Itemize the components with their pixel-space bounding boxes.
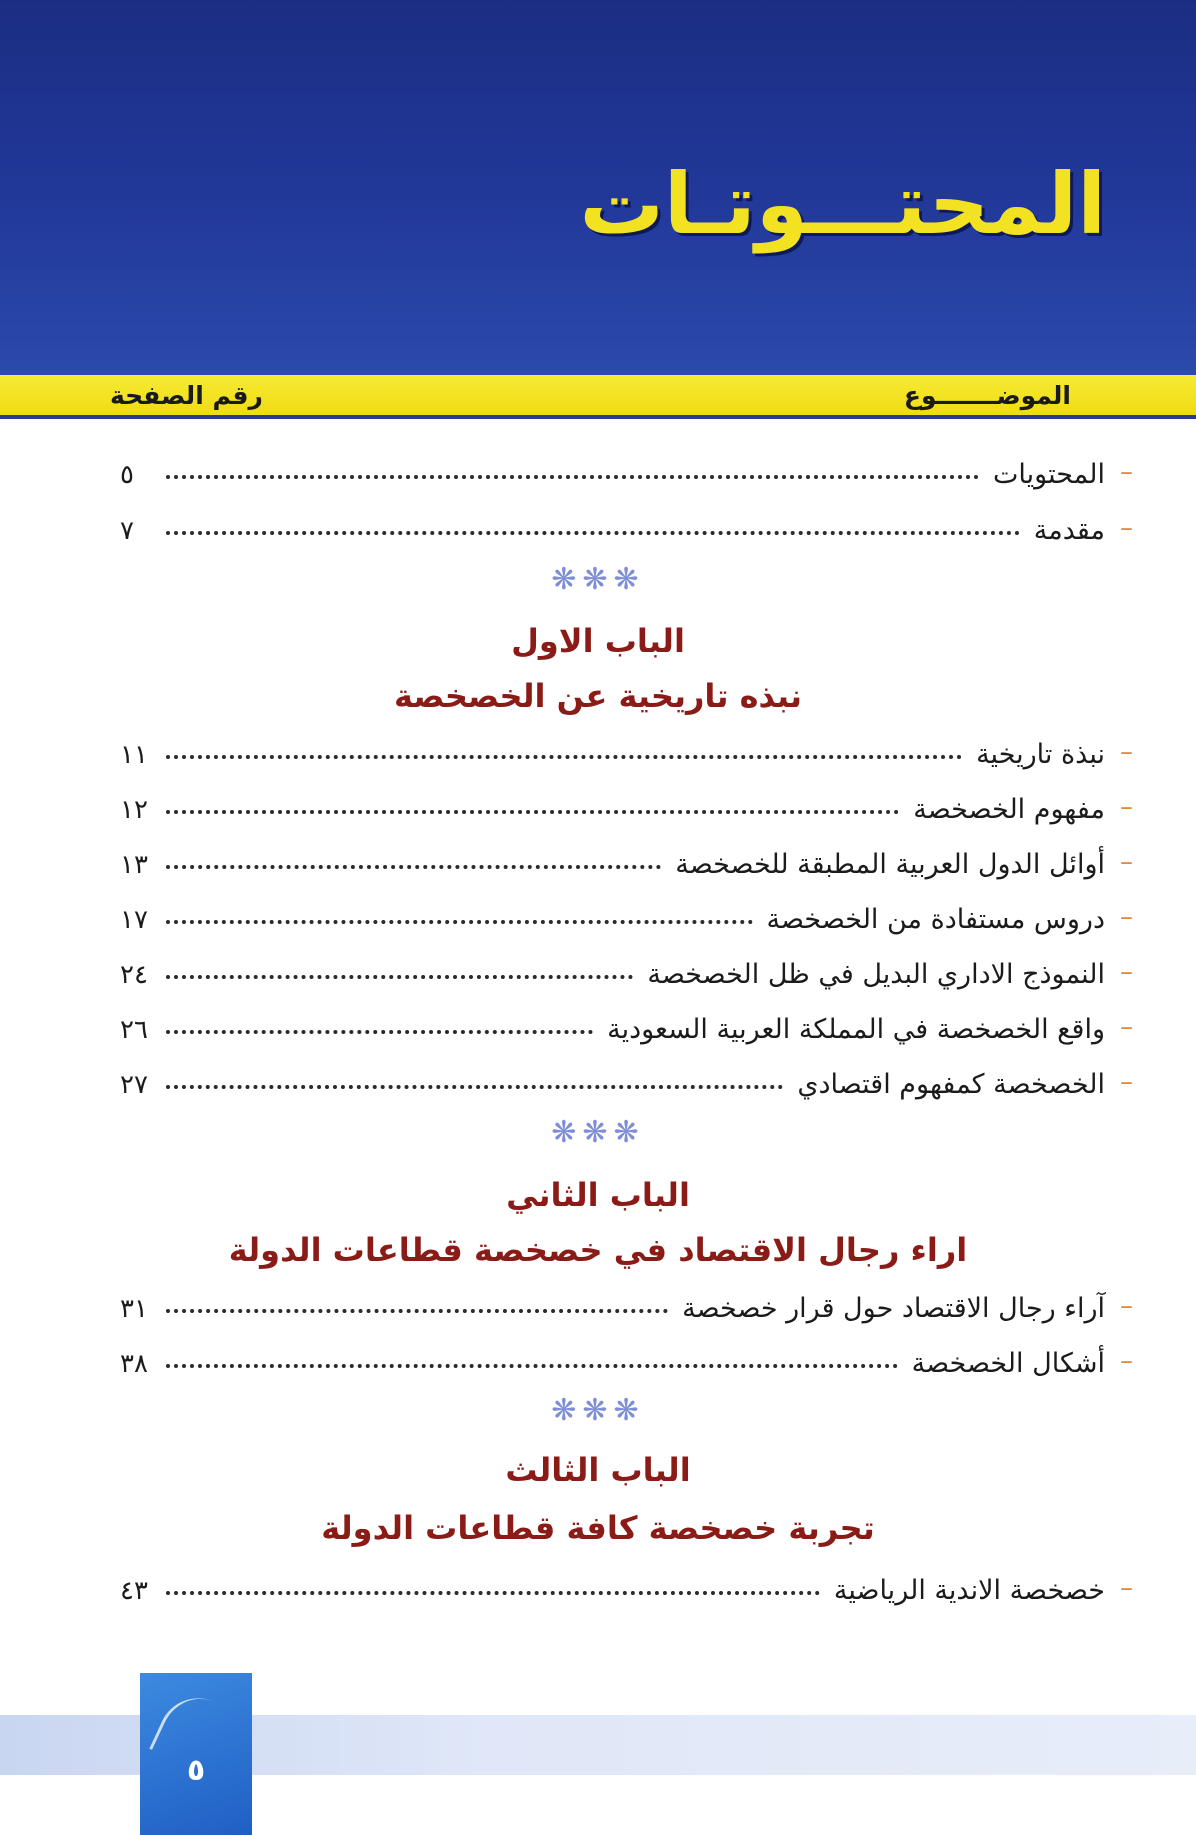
bullet-dash-icon: – bbox=[1120, 513, 1133, 543]
toc-entry[interactable] bbox=[120, 513, 1133, 553]
column-topic-label: الموضـــــــوع bbox=[903, 381, 1071, 410]
toc-entry[interactable] bbox=[120, 1346, 1133, 1386]
part-subtitle: اراء رجال الاقتصاد في خصخصة قطاعات الدولة bbox=[228, 1231, 968, 1269]
separator-stars-icon: ❋❋❋ bbox=[551, 1393, 645, 1428]
toc-entry[interactable] bbox=[120, 457, 1133, 497]
toc-entry-page: ٤٣ bbox=[120, 1576, 148, 1606]
toc-entry-page: ١٧ bbox=[120, 905, 148, 935]
toc-entry[interactable] bbox=[120, 1067, 1133, 1107]
toc-entry-label: مفهوم الخصخصة bbox=[913, 794, 1105, 825]
toc-entry-page: ٢٤ bbox=[120, 960, 148, 990]
toc-entry-label: نبذة تاريخية bbox=[976, 739, 1105, 770]
bullet-dash-icon: – bbox=[1120, 1012, 1133, 1042]
leader-dots bbox=[166, 953, 633, 979]
page-number: ٥ bbox=[186, 1753, 206, 1788]
toc-entry[interactable] bbox=[120, 1291, 1133, 1331]
toc-entry-page: ٧ bbox=[120, 516, 134, 546]
leader-dots bbox=[166, 843, 661, 869]
toc-entry[interactable] bbox=[120, 957, 1133, 997]
toc-entry-page: ٢٦ bbox=[120, 1015, 148, 1045]
toc-entry-page: ٢٧ bbox=[120, 1070, 148, 1100]
toc-entry-label: آراء رجال الاقتصاد حول قرار خصخصة bbox=[682, 1293, 1105, 1324]
bullet-dash-icon: – bbox=[1120, 1573, 1133, 1603]
toc-entry[interactable] bbox=[120, 902, 1133, 942]
toc-entry[interactable] bbox=[120, 1012, 1133, 1052]
separator-stars-icon: ❋❋❋ bbox=[551, 562, 645, 597]
header-banner bbox=[0, 0, 1196, 375]
leader-dots bbox=[166, 1063, 783, 1089]
leader-dots bbox=[166, 1569, 820, 1595]
page-number-box bbox=[140, 1673, 252, 1835]
leader-dots bbox=[166, 1342, 898, 1368]
toc-entry[interactable] bbox=[120, 1573, 1133, 1613]
toc-entry[interactable] bbox=[120, 737, 1133, 777]
bullet-dash-icon: – bbox=[1120, 1346, 1133, 1376]
bullet-dash-icon: – bbox=[1120, 957, 1133, 987]
bullet-dash-icon: – bbox=[1120, 457, 1133, 487]
toc-entry-label: الخصخصة كمفهوم اقتصادي bbox=[797, 1069, 1105, 1100]
leader-dots bbox=[166, 453, 979, 479]
leader-dots bbox=[166, 1008, 593, 1034]
separator-stars-icon: ❋❋❋ bbox=[551, 1115, 645, 1150]
page-title: المحتـــوتـات bbox=[579, 155, 1106, 253]
toc-entry[interactable] bbox=[120, 792, 1133, 832]
toc-entry-page: ٣١ bbox=[120, 1294, 148, 1324]
toc-entry-page: ٣٨ bbox=[120, 1349, 148, 1379]
bullet-dash-icon: – bbox=[1120, 847, 1133, 877]
toc-entry-label: دروس مستفادة من الخصخصة bbox=[766, 904, 1105, 935]
leader-dots bbox=[166, 1287, 668, 1313]
toc-entry-label: خصخصة الاندية الرياضية bbox=[833, 1575, 1105, 1606]
bullet-dash-icon: – bbox=[1120, 792, 1133, 822]
column-page-label: رقم الصفحة bbox=[110, 381, 263, 410]
toc-entry-label: النموذج الاداري البديل في ظل الخصخصة bbox=[647, 959, 1105, 990]
toc-entry-page: ٥ bbox=[120, 460, 134, 490]
bullet-dash-icon: – bbox=[1120, 1067, 1133, 1097]
part-title: الباب الثاني bbox=[506, 1176, 690, 1214]
leader-dots bbox=[166, 509, 1020, 535]
part-title: الباب الثالث bbox=[505, 1451, 691, 1489]
leader-dots bbox=[166, 788, 899, 814]
part-subtitle: نبذه تاريخية عن الخصخصة bbox=[393, 677, 803, 715]
part-subtitle: تجربة خصخصة كافة قطاعات الدولة bbox=[321, 1509, 875, 1547]
toc-entry-page: ١٣ bbox=[120, 850, 148, 880]
toc-entry-label: أشكال الخصخصة bbox=[911, 1348, 1105, 1379]
bullet-dash-icon: – bbox=[1120, 737, 1133, 767]
toc-entry-label: مقدمة bbox=[1033, 515, 1105, 546]
toc-entry-label: أوائل الدول العربية المطبقة للخصخصة bbox=[675, 849, 1105, 880]
toc-entry-label: واقع الخصخصة في المملكة العربية السعودية bbox=[607, 1014, 1105, 1045]
leader-dots bbox=[166, 733, 962, 759]
part-title: الباب الاول bbox=[511, 622, 685, 660]
toc-entry-page: ١٢ bbox=[120, 795, 148, 825]
toc-entry-label: المحتويات bbox=[992, 459, 1105, 490]
toc-entry[interactable] bbox=[120, 847, 1133, 887]
leader-dots bbox=[166, 898, 753, 924]
bullet-dash-icon: – bbox=[1120, 902, 1133, 932]
bullet-dash-icon: – bbox=[1120, 1291, 1133, 1321]
toc-entry-page: ١١ bbox=[120, 740, 148, 770]
